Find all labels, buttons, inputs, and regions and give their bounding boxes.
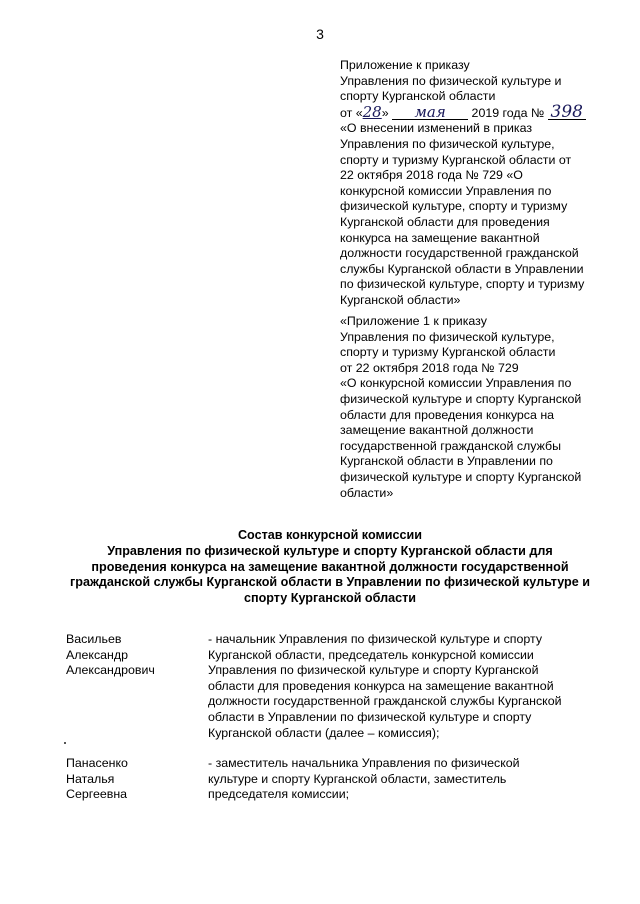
heading-line: гражданской службы Курганской области в Управлении по физической культуре и: [70, 575, 590, 590]
commission-heading: [40, 528, 620, 607]
member-name-line: Александрович: [66, 663, 155, 678]
member-name-line: Васильев: [66, 632, 122, 646]
appendix-line: спорту Курганской области: [340, 89, 496, 104]
appendix-line: физической культуре, спорту и туризму: [340, 199, 568, 214]
appendix-line: спорту и туризму Курганской области: [340, 345, 556, 360]
member-role: [208, 632, 608, 741]
appendix-line: «О конкурсной комиссии Управления по: [340, 376, 572, 391]
appendix-line: Управления по физической культуре,: [340, 136, 555, 151]
heading-line: спорту Курганской области: [243, 591, 417, 606]
member-name-line: Александр: [66, 647, 128, 662]
order-date-line: [340, 101, 610, 122]
appendix-line: от 22 октября 2018 года № 729: [340, 360, 519, 375]
handwritten-order-number: 398: [548, 105, 586, 120]
member-role-line: области для проведения конкурса на замещение вакантной: [208, 678, 554, 693]
heading-line: проведения конкурса на замещение вакантной должности государственной: [91, 559, 569, 574]
member-role: [208, 756, 608, 803]
member-role-line: области в Управлении по физической культуре и спорту: [208, 709, 532, 724]
appendix-line: области»: [340, 485, 394, 500]
member-role-line: культуре и спорту Курганской области, заместитель: [208, 771, 507, 786]
member-role-line: - заместитель начальника Управления по физической: [208, 756, 520, 770]
appendix-line: должности государственной гражданской: [340, 246, 579, 261]
handwritten-day: 28: [362, 102, 382, 121]
appendix-line: «О внесении изменений в приказ: [340, 121, 533, 136]
member-role-line: Курганской области (далее – комиссия);: [208, 725, 440, 740]
member-name-line: Наталья: [66, 771, 115, 786]
member-name-line: Панасенко: [66, 756, 128, 770]
appendix-line: «Приложение 1 к приказу: [340, 314, 487, 328]
date-prefix: от «: [340, 105, 363, 120]
appendix-line: службы Курганской области в Управлении: [340, 261, 584, 276]
appendix-line: 22 октября 2018 года № 729 «О: [340, 168, 523, 183]
member-name: [66, 756, 196, 803]
appendix-header-amendment: [340, 58, 610, 309]
heading-line: Управления по физической культуре и спорту Курганской области для: [107, 543, 553, 558]
member-role-line: Управления по физической культуре и спорту Курганской: [208, 663, 539, 678]
appendix-line: конкурсной комиссии Управления по: [340, 183, 552, 198]
appendix-line: Курганской области»: [340, 292, 461, 307]
heading-line: Состав конкурсной комиссии: [237, 528, 423, 542]
appendix-line: замещение вакантной должности: [340, 423, 534, 438]
appendix-line: физической культуре и спорту Курганской: [340, 391, 582, 406]
appendix-header-original: [340, 314, 610, 501]
member-role-line: Курганской области, председатель конкурсной комиссии: [208, 647, 534, 662]
member-role-line: - начальник Управления по физической культуре и спорту: [208, 632, 543, 646]
appendix-line: Курганской области для проведения: [340, 214, 550, 229]
member-name: [66, 632, 196, 679]
appendix-line: Приложение к приказу: [340, 58, 470, 72]
appendix-line: Курганской области в Управлении по: [340, 454, 553, 469]
appendix-line: государственной гражданской службы: [340, 438, 562, 453]
date-suffix: 2019 года №: [471, 105, 545, 120]
appendix-line: конкурса на замещение вакантной: [340, 230, 540, 245]
scan-speck: [64, 742, 66, 744]
appendix-line: области для проведения конкурса на: [340, 407, 555, 422]
appendix-line: Управления по физической культуре,: [340, 329, 555, 344]
appendix-line: физической культуре и спорту Курганской: [340, 469, 582, 484]
appendix-line: спорту и туризму Курганской области от: [340, 152, 572, 167]
handwritten-month: мая: [392, 105, 468, 120]
member-name-line: Сергеевна: [66, 787, 128, 802]
appendix-line: Управления по физической культуре и: [340, 73, 562, 88]
appendix-line: по физической культуре, спорту и туризму: [340, 277, 585, 292]
member-role-line: должности государственной гражданской службы Курганской: [208, 694, 562, 709]
date-mid: »: [381, 105, 389, 120]
member-role-line: председателя комиссии;: [208, 787, 350, 802]
page-number: 3: [316, 26, 324, 42]
